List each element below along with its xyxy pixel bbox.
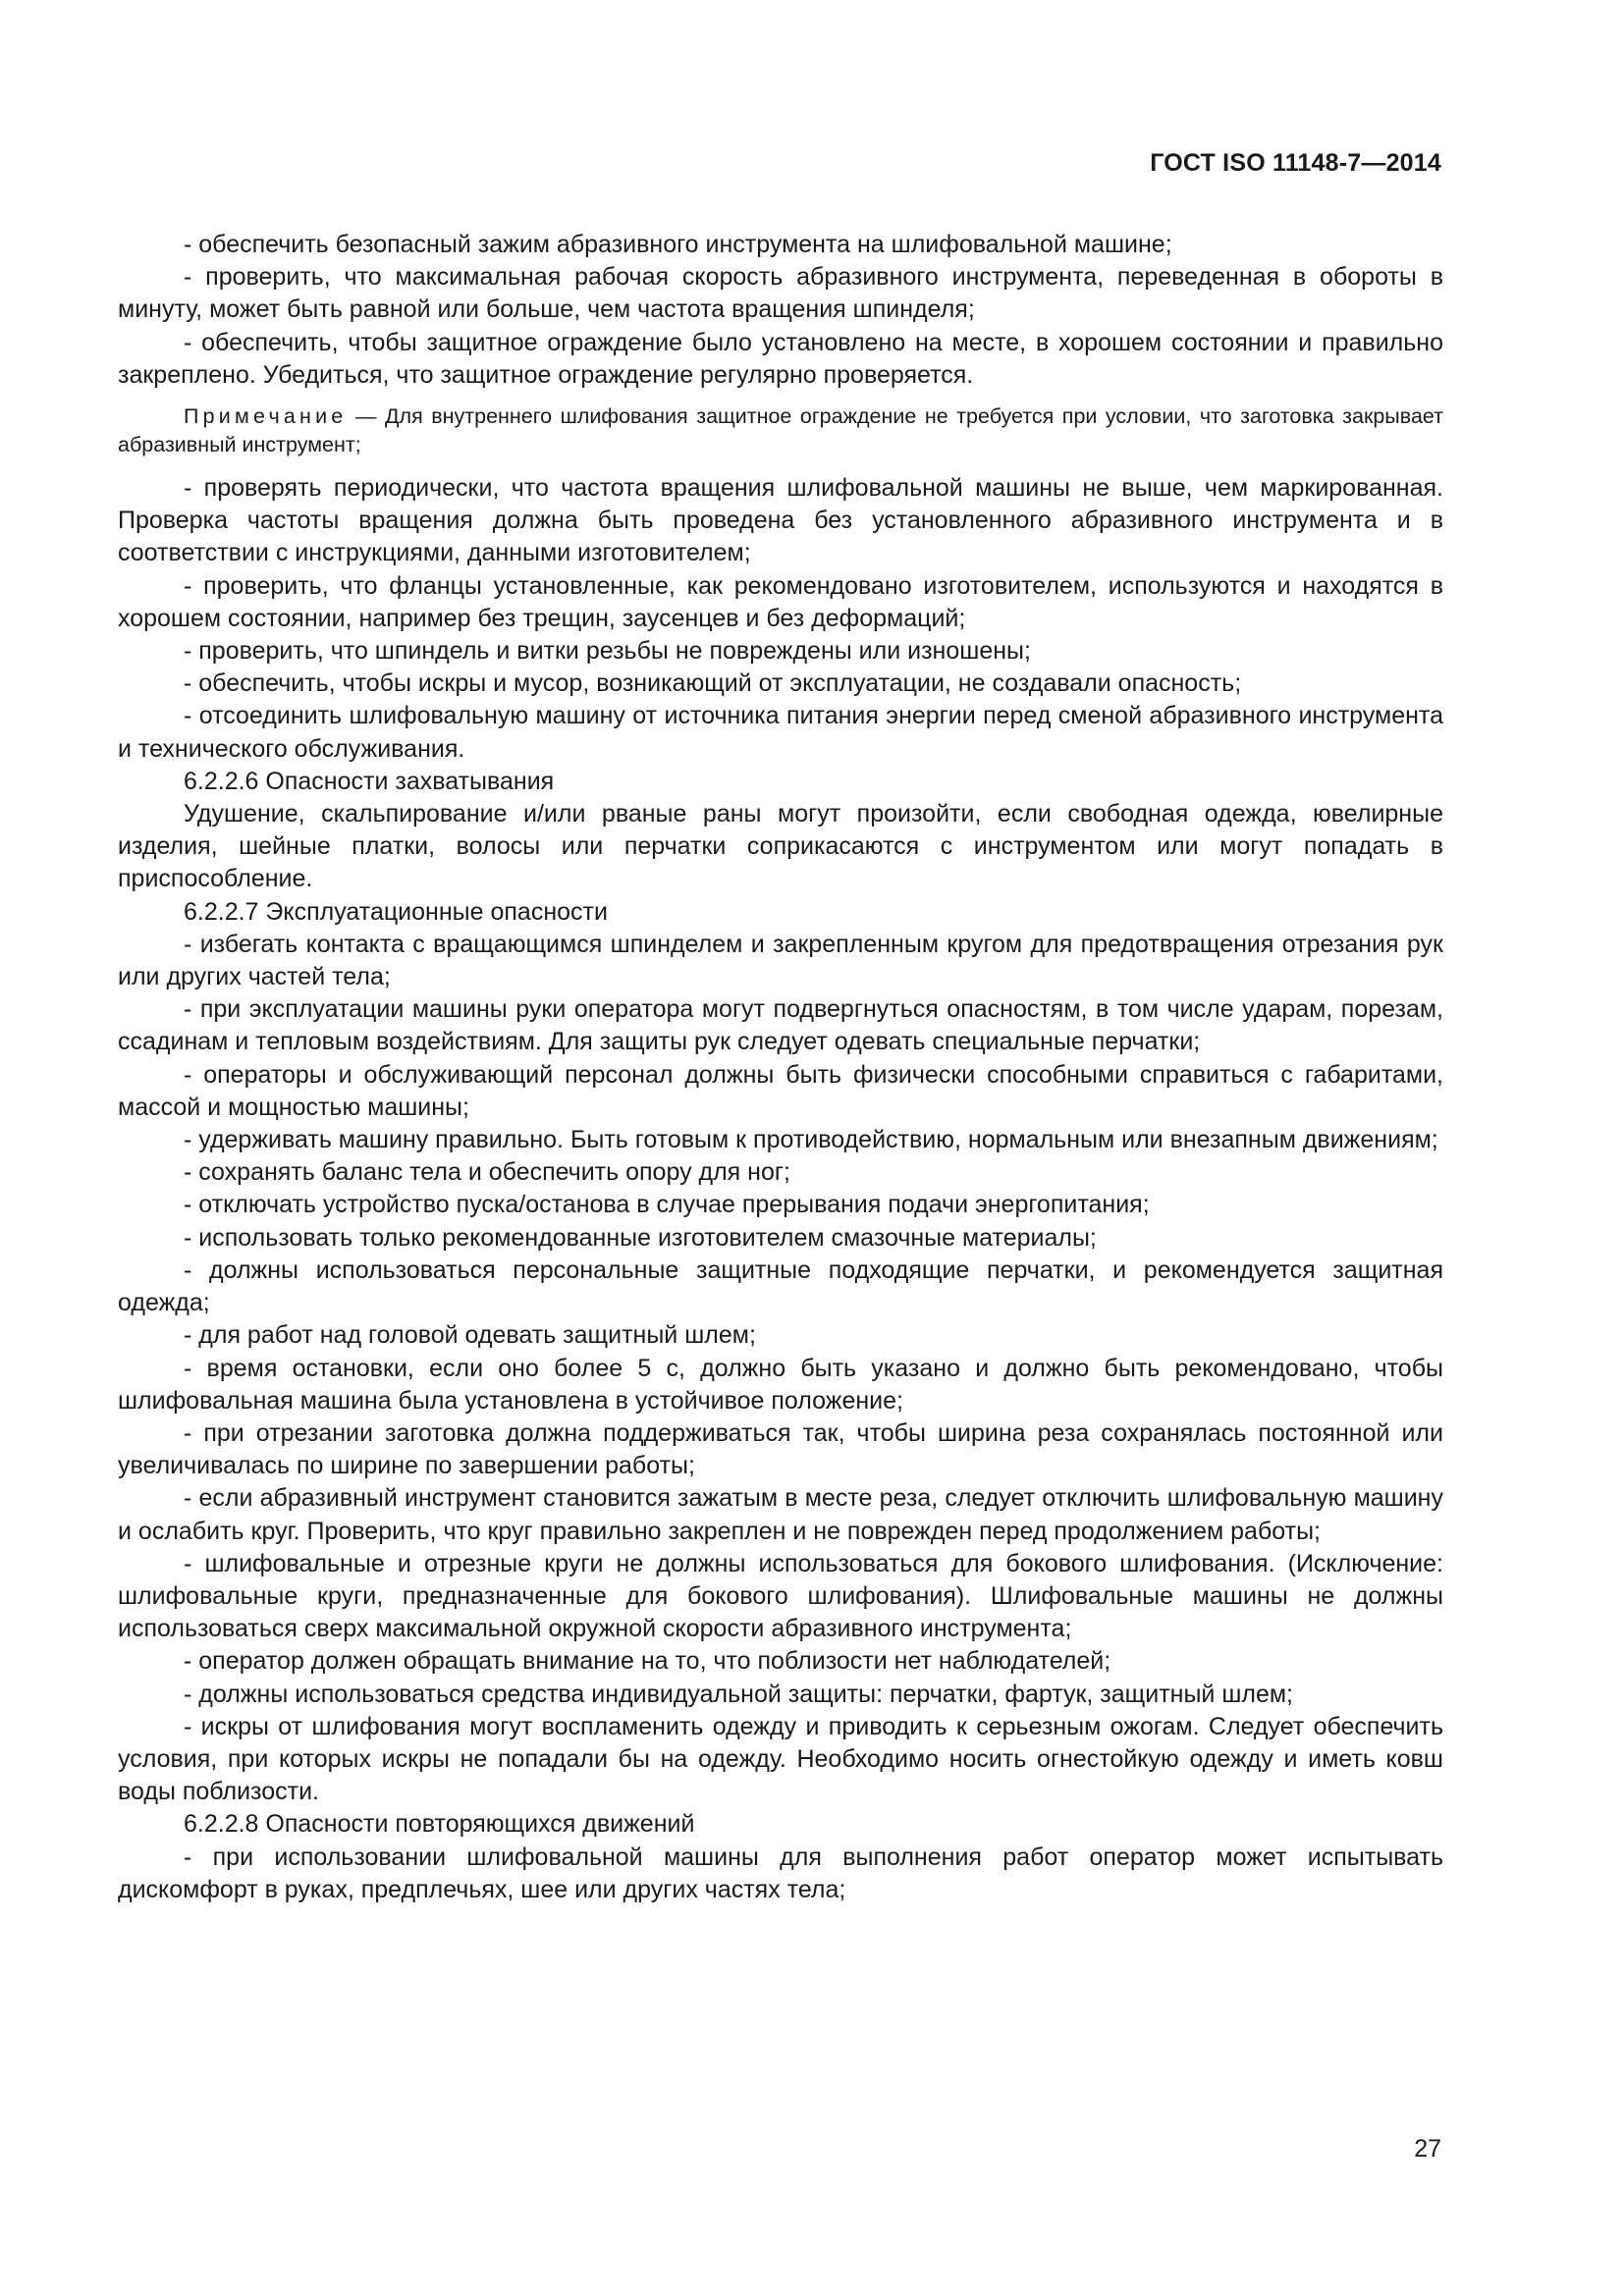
paragraph-check-max-speed: - проверить, что максимальная рабочая скорость абразивного инструмента, переведенная в обороты в минуту, может быть равной или больше, чем частота вращения шпинделя;: [118, 263, 1443, 324]
section-heading-6-2-2-8: 6.2.2.8 Опасности повторяющихся движений: [184, 1810, 695, 1839]
document-header-id: ГОСТ ISO 11148-7—2014: [1150, 149, 1441, 177]
paragraph-hold-machine: - удерживать машину правильно. Быть готовым к противодействию, нормальным или внезапным движениям;: [184, 1126, 1438, 1154]
paragraph-check-spindle-thread: - проверить, что шпиндель и витки резьбы не повреждены или изношены;: [184, 637, 1031, 666]
paragraph-clamp-abrasive: - обеспечить безопасный зажим абразивного инструмента на шлифовальной машине;: [184, 231, 1172, 258]
section-heading-6-2-2-7: 6.2.2.7 Эксплуатационные опасности: [184, 897, 608, 926]
paragraph-side-grinding: - шлифовальные и отрезные круги не должны использоваться для бокового шлифования. (Исключение: шлифовальные круги, предназначенные для бокового шлифования). Шлифовальные машины не должны использоваться сверх максимальной окружной скорости абразивного инструмента;: [118, 1549, 1443, 1643]
paragraph-hand-hazards: - при эксплуатации машины руки оператора могут подвергнуться опасностям, в том числе ударам, порезам, ссадинам и тепловым воздействиям. Для защиты рук следует одевать специальные перчатки;: [118, 995, 1443, 1056]
document-body: [118, 229, 1443, 1906]
paragraph-cutting-support: - при отрезании заготовка должна поддерживаться так, чтобы ширина реза сохранялась постоянной или увеличивалась по ширине по завершении работы;: [118, 1418, 1443, 1480]
paragraph-lubricants: - использовать только рекомендованные изготовителем смазочные материалы;: [184, 1223, 1097, 1252]
paragraph-stopping-time: - время остановки, если оно более 5 с, должно быть указано и должно быть рекомендовано, чтобы шлифовальная машина была установлена в устойчивое положение;: [118, 1354, 1443, 1415]
paragraph-discomfort: - при использовании шлифовальной машины для выполнения работ оператор может испытывать дискомфорт в руках, предплечьях, шее или других частях тела;: [118, 1842, 1443, 1903]
paragraph-overhead-helmet: - для работ над головой одевать защитный шлем;: [184, 1321, 756, 1350]
paragraph-check-rotation-speed: - проверять периодически, что частота вращения шлифовальной машины не выше, чем маркированная. Проверка частоты вращения должна быть проведена без установленного абразивного инструмента и в соответствии с инструкциями, данными изготовителем;: [118, 474, 1443, 567]
paragraph-entanglement: Удушение, скальпирование и/или рваные раны могут произойти, если свободная одежда, ювелирные изделия, шейные платки, волосы или перчатки соприкасаются с инструментом или могут попадать в приспособление.: [118, 800, 1443, 893]
note-label: Примечание: [184, 404, 348, 429]
paragraph-ppe: - должны использоваться средства индивидуальной защиты: перчатки, фартук, защитный шлем;: [184, 1680, 1294, 1708]
paragraph-operator-capability: - операторы и обслуживающий персонал должны быть физически способными справиться с габаритами, массой и мощностью машины;: [118, 1060, 1443, 1121]
paragraph-start-stop-device: - отключать устройство пуска/останова в случае прерывания подачи энергопитания;: [184, 1191, 1150, 1219]
section-heading-6-2-2-6: 6.2.2.6 Опасности захватывания: [184, 767, 555, 795]
paragraph-guard-installed: - обеспечить, чтобы защитное ограждение было установлено на месте, в хорошем состоянии и правильно закреплено. Убедиться, что защитное ограждение регулярно проверяется.: [118, 328, 1443, 389]
paragraph-disconnect-power: - отсоединить шлифовальную машину от источника питания энергии перед сменой абразивного инструмента и технического обслуживания.: [118, 702, 1443, 763]
paragraph-sparks-debris: - обеспечить, чтобы искры и мусор, возникающий от эксплуатации, не создавали опасность;: [184, 669, 1242, 698]
paragraph-jammed-abrasive: - если абразивный инструмент становится зажатым в месте реза, следует отключить шлифовальную машину и ослабить круг. Проверить, что круг правильно закреплен и не поврежден перед продолжением работы;: [118, 1484, 1443, 1545]
note-text: — Для внутреннего шлифования защитное ограждение не требуется при условии, что заготовка закрывает абразивный инструмент;: [118, 404, 1443, 457]
paragraph-check-flanges: - проверить, что фланцы установленные, как рекомендовано изготовителем, используются и находятся в хорошем состоянии, например без трещин, заусенцев и без деформаций;: [118, 571, 1443, 632]
page-number: 27: [1414, 2135, 1441, 2163]
paragraph-protective-gloves: - должны использоваться персональные защитные подходящие перчатки, и рекомендуется защитная одежда;: [118, 1255, 1443, 1317]
paragraph-avoid-spindle-contact: - избегать контакта с вращающимся шпинделем и закрепленным кругом для предотвращения отрезания рук или других частей тела;: [118, 930, 1443, 991]
paragraph-no-bystanders: - оператор должен обращать внимание на то, что поблизости нет наблюдателей;: [184, 1647, 1111, 1676]
note-paragraph: [118, 402, 1443, 459]
paragraph-body-balance: - сохранять баланс тела и обеспечить опору для ног;: [184, 1158, 790, 1187]
paragraph-sparks-clothing: - искры от шлифования могут воспламенить одежду и приводить к серьезным ожогам. Следует обеспечить условия, при которых искры не попадали бы на одежду. Необходимо носить огнестойкую одежду и иметь ковш воды поблизости.: [118, 1712, 1443, 1806]
